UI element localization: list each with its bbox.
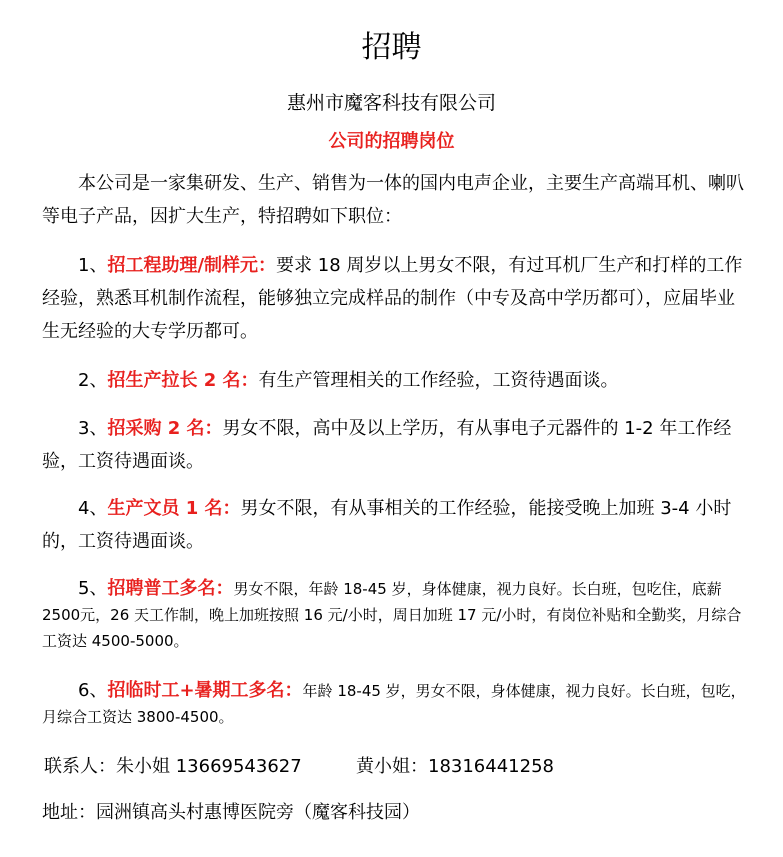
position-title: 招临时工+暑期工多名： bbox=[107, 680, 303, 701]
position-desc: 男女不限，有从事相关的工作经验，能接受晚上加班 3-4 小时的，工资待遇面谈。 bbox=[42, 498, 732, 552]
position-number: 4、 bbox=[78, 498, 108, 519]
position-number: 3、 bbox=[78, 418, 108, 439]
position-desc: 要求 18 周岁以上男女不限，有过耳机厂生产和打样的工作经验，熟悉耳机制作流程，能够独立完成样品的制作（中专及高中学历都可），应届毕业生无经验的大专学历都可。 bbox=[42, 255, 743, 342]
section-title: 公司的招聘岗位 bbox=[328, 131, 455, 152]
position-title: 生产文员 1 名： bbox=[107, 498, 241, 519]
position-number: 1、 bbox=[78, 255, 108, 276]
position-desc: 年龄 18-45 岁，男女不限，身体健康，视力良好。长白班，包吃，月综合工资达 3800-4500。 bbox=[42, 682, 746, 726]
position-3 bbox=[42, 412, 747, 478]
position-5 bbox=[42, 576, 747, 654]
position-2 bbox=[42, 364, 747, 397]
contact-person-1: 联系人：朱小姐 13669543627 bbox=[44, 756, 302, 777]
position-title: 招生产拉长 2 名： bbox=[107, 370, 259, 391]
position-number: 2、 bbox=[78, 370, 108, 391]
position-title: 招采购 2 名： bbox=[107, 418, 223, 439]
position-desc: 有生产管理相关的工作经验，工资待遇面谈。 bbox=[258, 370, 619, 391]
company-name: 惠州市魔客科技有限公司 bbox=[286, 92, 496, 114]
position-number: 5、 bbox=[78, 578, 108, 599]
position-title: 招工程助理/制样元： bbox=[107, 255, 277, 276]
contact-person-2: 黄小姐：18316441258 bbox=[356, 756, 554, 777]
page-title: 招聘 bbox=[361, 30, 422, 65]
position-desc: 男女不限，年龄 18-45 岁，身体健康，视力良好。长白班，包吃住，底薪 2500元，26 天工作制，晚上加班按照 16 元/小时，周日加班 17 元/小时，有岗位补贴和全勤奖，月综合工资达 4500-5000。 bbox=[42, 580, 742, 650]
position-desc: 男女不限，高中及以上学历，有从事电子元器件的 1-2 年工作经验，工资待遇面谈。 bbox=[42, 418, 732, 472]
address: 地址：园洲镇高头村惠博医院旁（魔客科技园） bbox=[42, 802, 420, 823]
position-6 bbox=[42, 678, 747, 730]
position-title: 招聘普工多名： bbox=[107, 578, 234, 599]
position-number: 6、 bbox=[78, 680, 108, 701]
position-1 bbox=[42, 249, 747, 348]
intro-text: 本公司是一家集研发、生产、销售为一体的国内电声企业，主要生产高端耳机、喇叭等电子产品，因扩大生产，特招聘如下职位： bbox=[42, 173, 744, 227]
position-4 bbox=[42, 492, 747, 558]
intro-paragraph bbox=[42, 167, 747, 233]
